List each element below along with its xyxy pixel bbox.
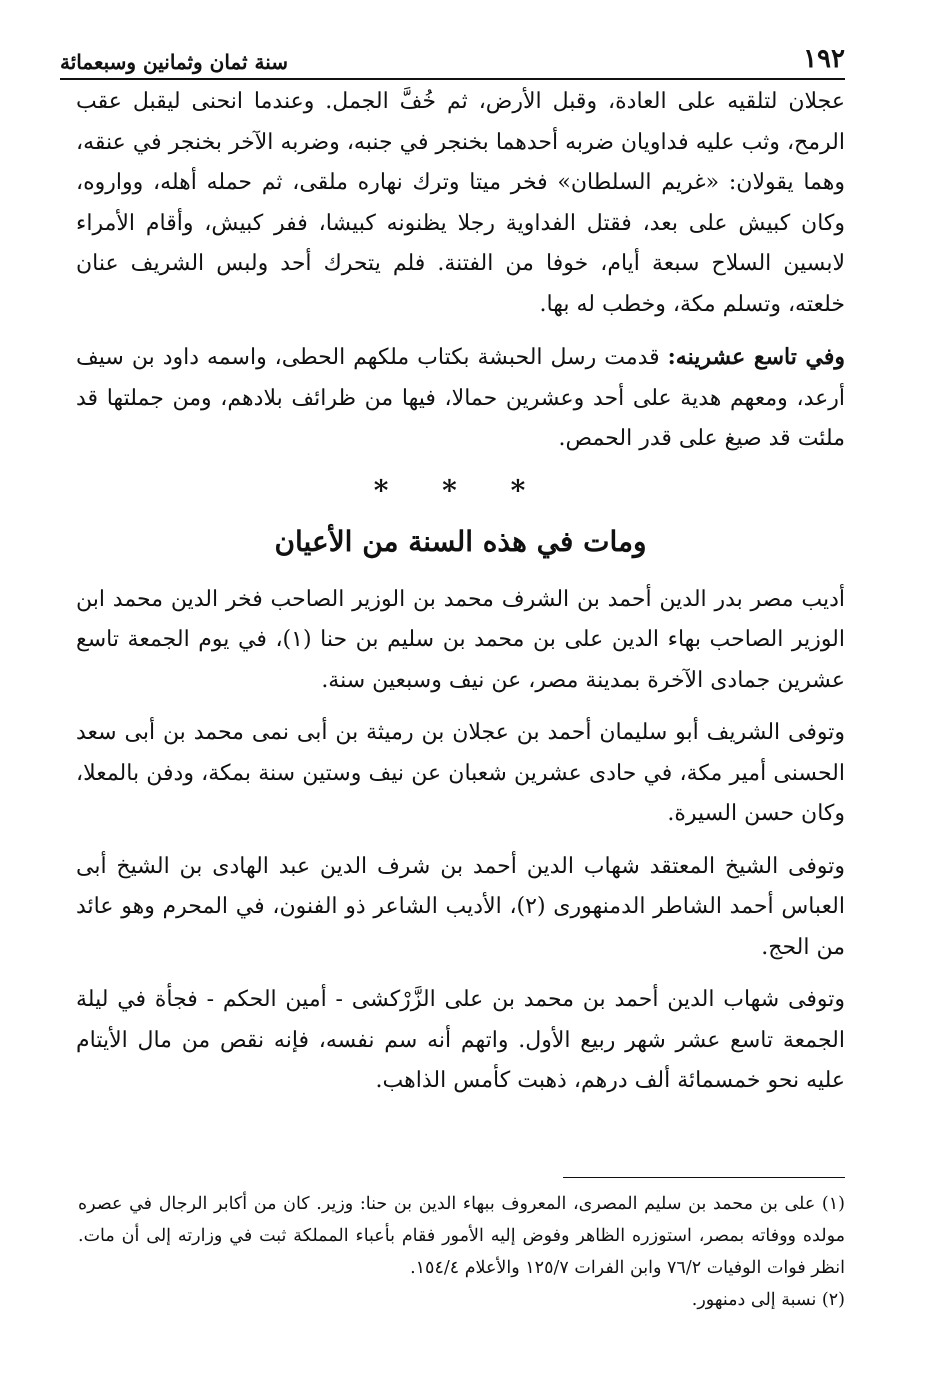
obituary-paragraph: وتوفى شهاب الدين أحمد بن محمد بن على الزَّرْكشى - أمين الحكم - فجأة في ليلة الجمعة تاسع عشر شهر ربيع الأول. واتهم أنه سم نفسه، فإنه نقص من مال الأيتام عليه نحو خمسمائة ألف درهم، ذهبت كأمس الذاهب. <box>76 987 845 1093</box>
obituary-paragraph: أديب مصر بدر الدين أحمد بن الشرف محمد بن الوزير الصاحب فخر الدين محمد ابن الوزير الصاحب بهاء الدين على بن محمد بن سليم بن حنا (١)، في يوم الجمعة تاسع عشرين جمادى الآخرة بمدينة مصر، عن نيف وسبعين سنة. <box>76 586 845 693</box>
footnote: (٢) نسبة إلى دمنهور. <box>691 1290 845 1310</box>
paragraph: عجلان لتلقيه على العادة، وقبل الأرض، ثم خُفَّ الجمل. وعندما انحنى ليقبل عقب الرمح، وثب عليه فداويان ضربه أحدهما بخنجر في جنبه، وضربه الآخر بخنجر في عنقه، وهما يقولان: «غريم السلطان» فخر ميتا وترك نهاره ملقى، ثم حمله أهله، وواروه، وكان كبيش على بعد، فقتل الفداوية رجلا يظنونه كبيشا، ففر كبيش، وأقام الأمراء لابسين السلاح سبعة أيام، خوفا من الفتنة. فلم يتحرك أحد ولبس الشريف عنان خلعته، وتسلم مكة، وخطب له بها. <box>76 89 845 317</box>
footnote: (١) على بن محمد بن سليم المصرى، المعروف ببهاء الدين بن حنا: وزير. كان من أكابر الرجال في عصره مولده ووفاته بمصر، استوزره الظاهر وفوض إليه الأمور فقام بأعباء المملكة ثبت في وزارته إلى أن مات. انظر فوات الوفيات ٧٦/٢ وابن الفرات ١٢٥/٧ والأعلام ١٥٤/٤. <box>78 1194 845 1278</box>
obituary-paragraph: وتوفى الشيخ المعتقد شهاب الدين أحمد بن شرف الدين عبد الهادى بن الشيخ أبى العباس أحمد الشاطر الدمنهورى (٢)، الأديب الشاعر ذو الفنون، في المحرم وهو عائد من الحج. <box>76 853 846 960</box>
page-number: ١٩٢ <box>803 44 845 74</box>
section-title: ومات في هذه السنة من الأعيان <box>274 524 647 558</box>
footnotes <box>78 1188 845 1316</box>
page-header <box>60 34 845 80</box>
paragraph-ninth-twenty <box>76 337 845 460</box>
page-body <box>76 82 845 1114</box>
section-separator: * * * <box>373 473 548 507</box>
paragraph-lead: وفي تاسع عشرينه: <box>667 344 845 370</box>
paragraph-text: قدمت رسل الحبشة بكتاب ملكهم الحطى، واسمه داود بن سيف أرعد، ومعهم هدية على أحد وعشرين حمالا، فيها من ظرائف بلادهم، ومن جملتها قد ملئت قد صيغ على قدر الحمص. <box>76 345 845 451</box>
running-title: سنة ثمان وثمانين وسبعمائة <box>60 50 289 74</box>
obituary-paragraph: وتوفى الشريف أبو سليمان أحمد بن عجلان بن رميثة بن أبى نمى محمد بن أبى سعد الحسنى أمير مكة، في حادى عشرين شعبان عن نيف وستين سنة بمكة، ودفن بالمعلا، وكان حسن السيرة. <box>76 720 845 826</box>
footnote-divider <box>563 1177 845 1178</box>
